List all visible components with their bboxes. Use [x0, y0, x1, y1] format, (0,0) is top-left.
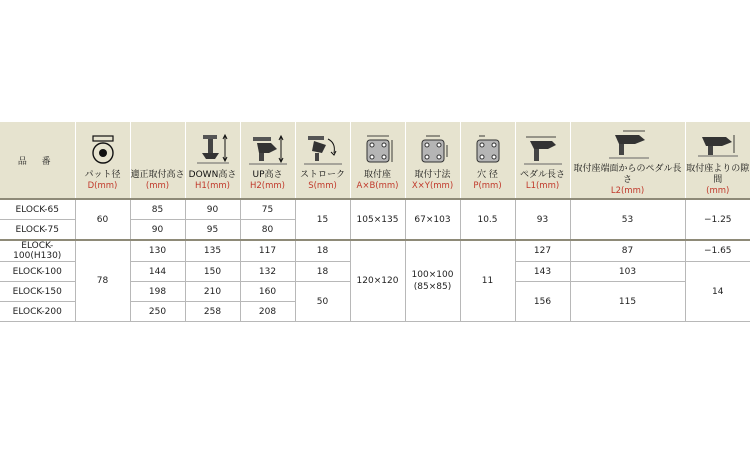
mount-height: 130 [130, 240, 185, 262]
pedal-length: 127 [515, 240, 570, 262]
product-code: ELOCK-200 [0, 302, 75, 322]
down-height: 95 [185, 220, 240, 241]
mount-dimension-value: 100×100 [411, 270, 454, 280]
mount-dimension-alt: (85×85) [413, 282, 452, 292]
header-hole-diameter: 穴 径 P(mm) [460, 122, 515, 199]
pad-diameter: 78 [75, 240, 130, 322]
down-height: 90 [185, 199, 240, 220]
mount-height: 90 [130, 220, 185, 241]
header-row [0, 122, 750, 199]
gap-diagram-icon [696, 127, 740, 161]
pedal-length-from-seat: 115 [570, 282, 685, 322]
mount-seat: 120×120 [350, 240, 405, 322]
header-down-height: DOWN高さ H1(mm) [185, 122, 240, 199]
header-pad-diameter: パット径 D(mm) [75, 122, 130, 199]
gap-from-seat: −1.25 [685, 199, 750, 240]
pedal-length-from-seat: 53 [570, 199, 685, 240]
up-height: 75 [240, 199, 295, 220]
mount-height: 198 [130, 282, 185, 302]
mount-dimension [405, 240, 460, 322]
gap-from-seat: 14 [685, 262, 750, 322]
header-label: 品 番 [17, 156, 57, 167]
pedal-length-from-seat: 87 [570, 240, 685, 262]
pedal-length: 93 [515, 199, 570, 240]
mount-height: 144 [130, 262, 185, 282]
table-row [0, 240, 750, 262]
hole-diameter: 11 [460, 240, 515, 322]
table-row [0, 199, 750, 220]
mount-height: 250 [130, 302, 185, 322]
mount-seat: 105×135 [350, 199, 405, 240]
header-pedal-length-from-seat: 取付座端面からのペダル長さ L2(mm) [570, 122, 685, 199]
mount-dimension-diagram-icon [415, 133, 451, 167]
up-height: 132 [240, 262, 295, 282]
product-code: ELOCK-100 [0, 262, 75, 282]
pedal-length: 156 [515, 282, 570, 322]
product-code: ELOCK-100(H130) [0, 240, 75, 262]
pedal-length-from-seat-diagram-icon [605, 127, 651, 161]
header-stroke: ストローク S(mm) [295, 122, 350, 199]
header-gap-from-seat: 取付座よりの隙間 (mm) [685, 122, 750, 199]
hole-diameter-diagram-icon [470, 133, 506, 167]
stroke-diagram-icon [302, 133, 344, 167]
down-height: 150 [185, 262, 240, 282]
header-mount-seat: 取付座 A×B(mm) [350, 122, 405, 199]
product-code: ELOCK-75 [0, 220, 75, 241]
down-height-diagram-icon [193, 133, 233, 167]
down-height: 210 [185, 282, 240, 302]
up-height: 208 [240, 302, 295, 322]
pedal-length-diagram-icon [522, 133, 564, 167]
header-up-height: UP高さ H2(mm) [240, 122, 295, 199]
header-mount-height: 適正取付高さ (mm) [130, 122, 185, 199]
down-height: 135 [185, 240, 240, 262]
mount-seat-diagram-icon [360, 133, 396, 167]
up-height: 117 [240, 240, 295, 262]
pad-diameter: 60 [75, 199, 130, 240]
hole-diameter: 10.5 [460, 199, 515, 240]
stroke: 15 [295, 199, 350, 240]
pedal-length-from-seat: 103 [570, 262, 685, 282]
pedal-length: 143 [515, 262, 570, 282]
spec-table [0, 122, 750, 322]
header-mount-dimension: 取付寸法 X×Y(mm) [405, 122, 460, 199]
up-height-diagram-icon [247, 133, 289, 167]
blank-icon [140, 133, 176, 167]
gap-from-seat: −1.65 [685, 240, 750, 262]
header-pedal-length: ペダル長さ L1(mm) [515, 122, 570, 199]
up-height: 80 [240, 220, 295, 241]
product-code: ELOCK-150 [0, 282, 75, 302]
stroke: 18 [295, 262, 350, 282]
up-height: 160 [240, 282, 295, 302]
stroke: 18 [295, 240, 350, 262]
down-height: 258 [185, 302, 240, 322]
product-code: ELOCK-65 [0, 199, 75, 220]
pad-diagram-icon [85, 133, 121, 167]
stroke: 50 [295, 282, 350, 322]
mount-dimension: 67×103 [405, 199, 460, 240]
mount-height: 85 [130, 199, 185, 220]
header-product-code [0, 122, 75, 199]
